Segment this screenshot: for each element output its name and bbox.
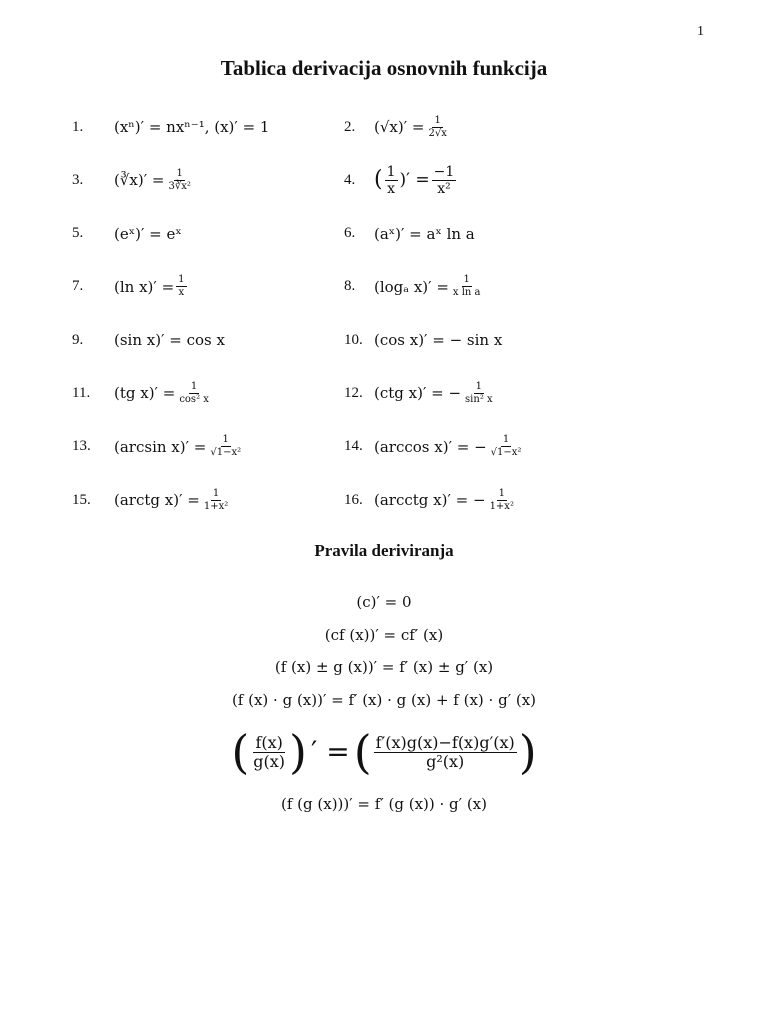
formula-text: (cos x)′ = − sin x [374,331,503,350]
formula-number: 14. [344,438,363,455]
formula-number: 6. [344,225,356,242]
formula-2 [344,107,451,147]
formula-6 [344,214,475,254]
formula-16 [344,480,518,520]
formula-expression [374,489,518,512]
numerator: f′(x)g(x)−f(x)g′(x) [375,732,515,752]
denominator: 1+x² [489,500,514,512]
formula-text: (xⁿ)′ = nxⁿ⁻¹, (x)′ = 1 [114,118,270,136]
denominator: 1+x² [203,500,229,512]
denominator: sin² x [465,393,493,405]
table-row [0,267,768,320]
formula-mid: )′ = [399,170,430,191]
formula-11 [72,373,213,413]
formula-expression [374,435,525,458]
numerator: 1 [222,434,229,446]
formula-number: 7. [72,278,84,295]
left-paren: ( [353,725,372,779]
formula-lhs: (ln x)′ = [114,277,175,296]
denominator: √1−x² [490,447,522,459]
formula-lhs: (logₐ x)′ = [374,277,449,296]
fraction [432,165,457,196]
formula-number: 10. [344,331,363,348]
numerator: 1 [190,380,198,392]
fraction [451,275,483,298]
formula-expression [374,382,497,405]
derivative-table [0,107,768,533]
page-number: 1 [697,24,704,39]
fraction [177,382,211,405]
rule-constant: (c)′ = 0 [356,593,412,611]
formula-expression [114,382,213,405]
denominator: x² [437,180,451,197]
formula-expression [374,275,485,298]
formula-12 [344,373,497,413]
rule-sum: (f (x) ± g (x))′ = f′ (x) ± g′ (x) [274,658,494,676]
table-row [0,480,768,533]
numerator: 1 [475,380,483,392]
numerator: 1 [463,274,470,286]
formula-lhs: (tg x)′ = [114,384,176,403]
formula-number: 11. [72,384,91,401]
denominator: g(x) [253,751,286,771]
numerator: 1 [434,114,441,126]
formula-expression [374,116,451,139]
right-paren: ) [289,725,307,779]
fraction [251,732,287,771]
formula-number: 12. [344,384,363,401]
formula-1 [72,107,269,147]
fraction [426,116,448,139]
fraction [463,382,495,405]
formula-number: 2. [344,118,356,135]
table-row [0,320,768,373]
section-title: Pravila deriviranja [314,541,454,560]
prime-equals: ′ = [311,734,350,768]
fraction [385,165,398,196]
fraction [176,275,186,298]
right-paren: ) [518,725,537,779]
fraction [208,435,243,458]
denominator: cos² x [179,393,209,405]
formula-number: 13. [72,438,91,455]
denominator: √1−x² [210,447,242,459]
left-paren: ( [231,725,250,779]
numerator: 1 [386,163,396,180]
numerator: 1 [178,274,185,286]
formula-expression [114,435,245,458]
formula-4 [344,160,458,200]
formula-8 [344,267,485,307]
table-row [0,160,768,213]
table-row [0,427,768,480]
formula-number: 8. [344,278,356,295]
fraction [202,489,230,512]
denominator: g²(x) [426,751,465,771]
rules-list [0,586,768,821]
numerator: 1 [176,167,183,179]
formula-text: (sin x)′ = cos x [114,331,225,350]
rule-quotient [0,716,768,788]
formula-lhs: (arcsin x)′ = [114,437,207,456]
formula-number: 4. [344,171,356,188]
numerator: −1 [433,163,455,180]
table-row [0,107,768,160]
formula-expression: ( $\frac{1}{x}$ )′ = $\frac{-1}{\text{x²}}$ [374,163,455,197]
fraction [374,732,517,771]
formula-text: (eˣ)′ = eˣ [114,224,182,243]
formula-lhs: (arcctg x)′ = − [374,491,486,510]
formula-lhs: (∛x)′ = [114,171,165,190]
formula-lhs: (arccos x)′ = − [374,437,487,456]
formula-3 [72,160,195,200]
formula-text: (aˣ)′ = aˣ ln a [374,224,475,243]
formula-10 [344,320,502,360]
denominator: 3∛x² [168,180,191,192]
formula-expression [114,275,189,298]
formula-expression [114,169,195,192]
formula-number: 15. [72,491,91,508]
numerator: 1 [212,487,220,499]
formula-number: 5. [72,225,84,242]
formula-number: 9. [72,331,84,348]
formula-15 [72,480,232,520]
formula-number: 16. [344,491,363,508]
page-title: Tablica derivacija osnovnih funkcija [220,56,548,80]
formula-14 [344,427,525,467]
formula-lhs: (arctg x)′ = [114,491,200,510]
denominator: x [387,180,395,197]
rule-chain: (f (g (x)))′ = f′ (g (x)) · g′ (x) [281,795,487,813]
rule-constant-multiple: (cf (x))′ = cf′ (x) [324,625,444,644]
fraction [166,169,192,192]
table-row [0,373,768,426]
formula-lhs: (ctg x)′ = − [374,384,462,403]
formula-number: 1. [72,118,84,135]
formula-lhs: (√x)′ = [374,118,425,136]
formula-7 [72,267,189,307]
rule-product: (f (x) · g (x))′ = f′ (x) · g (x) + f (x) · g′ (x) [231,690,537,709]
denominator: x ln a [452,287,481,299]
numerator: 1 [498,487,505,499]
numerator: 1 [502,434,510,446]
formula-expression [114,489,232,512]
denominator: x [178,287,185,299]
formula-5 [72,214,182,254]
table-row [0,214,768,267]
fraction [488,489,516,512]
formula-number: 3. [72,171,84,188]
formula-9 [72,320,225,360]
denominator: 2√x [428,127,447,139]
numerator: f(x) [255,732,283,752]
formula-13 [72,427,245,467]
fraction [489,435,524,458]
